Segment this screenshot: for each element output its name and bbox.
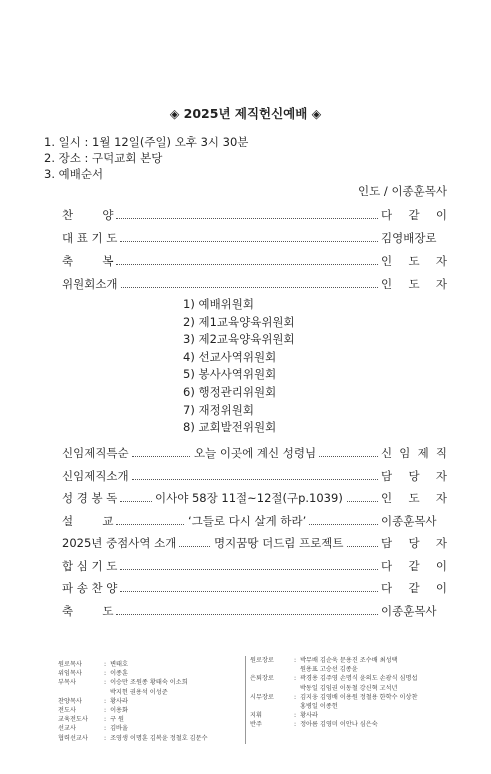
staff-role: 원로목사 [58, 661, 82, 668]
staff-row: 위임목사 : 이종훈 [58, 670, 128, 678]
committee-item: 3) 제2교육양육위원회 [183, 332, 295, 347]
order-item [62, 468, 447, 484]
staff-row: 시무장로 : 김지웅 김영배 이용원 정철용 한학수 이상찬 [250, 693, 418, 701]
committee-item: 2) 제1교육양육위원회 [183, 314, 295, 329]
order-item-label: 축 복 [62, 254, 114, 268]
staff-names: 이승만 조원종 황태숙 이소희 [110, 679, 188, 687]
staff-names: 조영생 이명훈 김복윤 정철호 김문수 [110, 734, 208, 742]
order-item-label: 대 표 기 도 [62, 231, 118, 245]
staff-row: 전도사 : 이용화 [58, 707, 128, 715]
order-item [62, 445, 447, 461]
staff-names: 황사라 [300, 712, 318, 720]
committee-item: 1) 예배위원회 [183, 297, 255, 311]
order-item-leader: 담 당 자 [381, 468, 447, 483]
order-item-label: 설 교 [62, 513, 114, 528]
leader-dots [116, 218, 378, 219]
staff-row: 교육전도사 : 구 원 [58, 716, 124, 724]
staff-row: 선교사 : 김바울 [58, 725, 128, 733]
leader-dots [116, 264, 378, 265]
staff-role [250, 684, 290, 693]
order-item-leader: 인 도 자 [381, 254, 447, 268]
order-item-label: 성 경 봉 독 [62, 491, 118, 505]
presider: 인도 / 이종훈목사 [358, 184, 447, 198]
staff-row [250, 665, 417, 674]
order-item [62, 580, 447, 596]
staff-names: 황사라 [110, 697, 128, 705]
committee-item: 4) 선교사역위원회 [183, 349, 277, 364]
order-item-leader: 인 도 자 [381, 277, 447, 291]
order-item [62, 558, 447, 574]
order-item-label: 2025년 중점사역 소개 [62, 536, 177, 550]
committee-item: 5) 봉사사역위원회 [183, 367, 277, 382]
staff-role: 찬양목사 [58, 697, 82, 705]
order-item-label: 파 송 찬 양 [62, 581, 118, 595]
leader-dots [120, 569, 378, 570]
page-title: ◈ 2025년 제직헌신예배 ◈ [169, 106, 322, 121]
order-item-label: 합 심 기 도 [62, 558, 118, 573]
order-item [62, 230, 447, 246]
order-item [62, 276, 447, 292]
order-item-leader: 인 도 자 [381, 491, 447, 505]
staff-row [58, 688, 208, 697]
order-item-leader: 이종훈목사 [381, 603, 437, 618]
staff-role: 교육전도사 [58, 716, 88, 724]
service-date: 1. 일시 : 1월 12일(주일) 오후 3시 30분 [44, 135, 249, 149]
staff-role: 지휘 [250, 712, 262, 720]
staff-role: 선교사 [58, 725, 76, 733]
order-item [62, 513, 447, 529]
order-item-label: 찬 양 [62, 208, 114, 222]
order-item-label: 신임제직특순 [62, 446, 129, 460]
staff-names: 김바울 [110, 725, 128, 733]
order-item [62, 207, 447, 223]
order-item-label: 신임제직소개 [62, 468, 129, 483]
staff-row: 원로목사 : 변태호 [58, 661, 128, 668]
staff-role: 부목사 [58, 679, 76, 687]
order-item-detail: 명지꿈땅 더드림 프로젝트 [211, 535, 347, 551]
order-item-leader: 다 같 이 [381, 558, 447, 573]
staff-role [250, 702, 290, 711]
order-item-detail: 이사야 58장 11절~12절(구p.1039) [152, 490, 346, 506]
leader-dots [120, 591, 378, 592]
committee-item: 7) 재정위원회 [183, 402, 255, 417]
staff-names: 홍병일 이종헌 [299, 703, 338, 711]
order-item [62, 603, 447, 619]
order-item-leader: 신 임 제 직 [381, 446, 447, 460]
staff-list-right [250, 656, 417, 730]
staff-names: 박지헌 권용석 이성준 [109, 688, 168, 696]
staff-row: 협력선교사 : 조영생 이명훈 김복윤 정철호 김문수 [58, 734, 208, 742]
service-place: 2. 장소 : 구덕교회 본당 [44, 151, 163, 165]
committee-item: 6) 행정관리위원회 [183, 385, 277, 399]
staff-names: 원용표 고승선 김종윤 [299, 666, 358, 674]
staff-row: 은퇴장로 : 곽경용 김주영 손명식 윤의도 손광식 심명섭 [250, 675, 418, 683]
staff-names: 변태호 [110, 661, 128, 668]
staff-role: 원로장로 [250, 657, 274, 664]
staff-role: 협력선교사 [58, 734, 88, 742]
staff-row: 부목사 : 이승만 조원종 황태숙 이소희 [58, 679, 188, 687]
order-item-leader: 담 당 자 [381, 536, 447, 550]
leader-dots [132, 479, 378, 480]
leader-dots [116, 614, 378, 615]
staff-names: 정아름 김영미 이안나 심은숙 [300, 721, 378, 729]
staff-row: 반주 : 정아름 김영미 이안나 심은숙 [250, 721, 378, 729]
staff-names: 구 원 [110, 716, 124, 724]
staff-row: 찬양목사 : 황사라 [58, 697, 128, 705]
staff-row [250, 684, 417, 693]
staff-role: 위임목사 [58, 670, 82, 678]
staff-role: 시무장로 [250, 693, 274, 701]
staff-names: 박동일 김임권 이동철 강신혁 고석년 [299, 684, 398, 692]
order-item-leader: 다 같 이 [381, 208, 447, 222]
committee-item: 8) 교회발전위원회 [183, 420, 277, 435]
staff-role: 전도사 [58, 707, 76, 715]
staff-row: 지휘 : 황사라 [250, 712, 318, 720]
staff-names: 김지웅 김영배 이용원 정철용 한학수 이상찬 [300, 693, 418, 701]
staff-names: 박무배 김순욱 문용진 조수배 최성택 [300, 657, 398, 664]
order-item-leader: 김영배장로 [381, 231, 437, 245]
staff-list-left [58, 660, 208, 743]
staff-row [250, 702, 417, 711]
staff-names: 곽경용 김주영 손명식 윤의도 손광식 심명섭 [300, 675, 418, 683]
order-item [62, 490, 447, 506]
staff-role [58, 688, 100, 697]
order-item-detail: ‘그들로 다시 살게 하라’ [185, 513, 309, 529]
staff-names: 이용화 [110, 707, 128, 715]
staff-role: 은퇴장로 [250, 675, 274, 683]
staff-role [250, 665, 290, 674]
order-item-label: 축 도 [62, 603, 114, 618]
order-item-label: 위원회소개 [62, 277, 118, 291]
staff-row: 원로장로 : 박무배 김순욱 문용진 조수배 최성택 [250, 657, 398, 664]
leader-dots [121, 287, 378, 288]
leader-dots [120, 241, 378, 242]
order-item-leader: 이종훈목사 [381, 513, 437, 528]
service-order-heading: 3. 예배순서 [44, 167, 104, 181]
staff-names: 이종훈 [110, 670, 128, 678]
order-item [62, 535, 447, 551]
footer-divider [245, 656, 246, 744]
order-item [62, 253, 447, 269]
order-item-detail: 오늘 이곳에 계신 성령님 [191, 445, 319, 461]
staff-role: 반주 [250, 721, 262, 729]
order-item-leader: 다 같 이 [381, 581, 447, 595]
